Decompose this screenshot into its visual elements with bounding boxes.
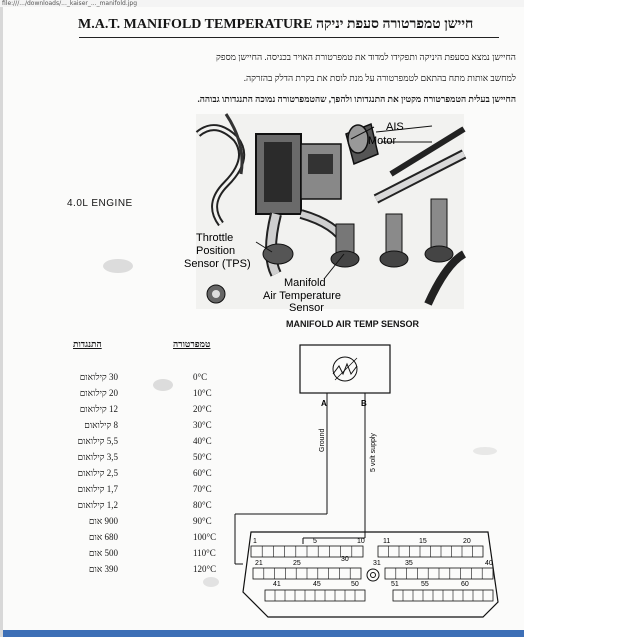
connector-pin-number: 40 [485,560,493,567]
resistance-cell: 1,7 קילואום [77,484,118,494]
temperature-cell: 40°C [193,436,212,446]
engine-photo [184,114,464,314]
pin-b-label: B [361,399,367,408]
viewer-bottom-bar [3,630,524,637]
resistance-cell: 2,5 קילואום [77,468,118,478]
file-url: file:///.../downloads/..._kaiser_..._manifold.jpg [2,0,138,7]
scan-noise [203,577,219,587]
paragraph-3: החיישן בעלית הטמפרטורה מקטין את התנגדותו ולהפך, שהטמפרטורה נמוכה התנגדותו גבוהה. [197,94,516,104]
connector-pin-number: 31 [373,560,381,567]
temperature-cell: 0°C [193,372,208,382]
sensor-wiring-schematic [223,332,508,630]
connector-pin-number: 35 [405,560,413,567]
resistance-cell: 5,5 קילואום [77,436,118,446]
resistance-cell: 390 אום [88,564,118,574]
ground-wire-label: Ground [319,428,326,452]
paragraph-2: למחשב אותות מתח בהתאם לטמפרטורה על מנת לוסת את בקרת הדלק בהזרקה. [243,73,516,83]
temperature-header: טמפרטורה [173,339,211,349]
temperature-cell: 90°C [193,516,212,526]
temperature-cell: 20°C [193,404,212,414]
connector-pin-number: 1 [253,538,257,545]
connector-pin-number: 5 [313,538,317,545]
mat-label-line-2: Air Temperature [263,290,342,302]
resistance-cell: 12 קילואום [79,404,118,414]
mat-label-line-3: Sensor [289,302,324,314]
scan-noise [103,259,133,273]
title-underline [79,37,499,38]
viewer-right-margin [524,0,640,637]
supply-wire-label: 5 volt supply [370,433,377,472]
page-title: M.A.T. MANIFOLD TEMPERATURE חיישן טמפרטורה סעפת יניקה [78,17,474,32]
scan-noise [473,447,497,455]
temperature-cell: 120°C [193,564,217,574]
connector-pin-number: 15 [419,538,427,545]
connector-pin-number: 10 [357,538,365,545]
temperature-cell: 100°C [193,532,217,542]
temperature-cell: 60°C [193,468,212,478]
resistance-header: התנגדות [73,339,102,349]
temperature-cell: 30°C [193,420,212,430]
connector-pin-rows [251,546,493,601]
resistance-cell: 500 אום [88,548,118,558]
temperature-cell: 80°C [193,500,212,510]
connector-pin-number: 60 [461,581,469,588]
connector-pin-number: 11 [383,538,391,545]
resistance-cell: 3,5 קילואום [77,452,118,462]
tps-label-line-1: Throttle [196,232,234,244]
connector-pin-number: 41 [273,581,281,588]
schematic-title: MANIFOLD AIR TEMP SENSOR [286,319,420,329]
ais-label: AIS [386,121,404,133]
connector-pin-number: 30 [341,556,349,563]
connector-pin-number: 51 [391,581,399,588]
resistance-cell: 680 אום [88,532,118,542]
temperature-cell: 50°C [193,452,212,462]
resistance-cell: 900 אום [88,516,118,526]
temperature-cell: 70°C [193,484,212,494]
paragraph-1: החיישן נמצא בסעפת היניקה ותפקידו למדוד את טמפרטורת האויר בכניסה. החיישן מספק [216,52,516,62]
tps-label-line-3: Sensor (TPS) [184,258,251,270]
scan-noise [153,379,173,391]
motor-label: Motor [368,135,397,147]
connector-pin-number: 25 [293,560,301,567]
engine-label: 4.0L ENGINE [67,198,133,209]
pin-a-label: A [321,399,327,408]
resistance-cell: 30 קילואום [79,372,118,382]
resistance-cell: 1,2 קילואום [77,500,118,510]
connector-pin-number: 50 [351,581,359,588]
resistance-cell: 8 קילואום [84,420,118,430]
tps-label-line-2: Position [196,245,236,257]
temperature-cell: 10°C [193,388,212,398]
connector-pin-number: 45 [313,581,321,588]
resistance-cell: 20 קילואום [79,388,118,398]
mat-label-line-1: Manifold [284,277,326,289]
scanned-page [3,7,524,630]
connector-center-hole [367,569,379,581]
connector-pin-number: 55 [421,581,429,588]
connector-pin-number: 20 [463,538,471,545]
connector-pin-number: 21 [255,560,263,567]
temperature-cell: 110°C [193,548,216,558]
